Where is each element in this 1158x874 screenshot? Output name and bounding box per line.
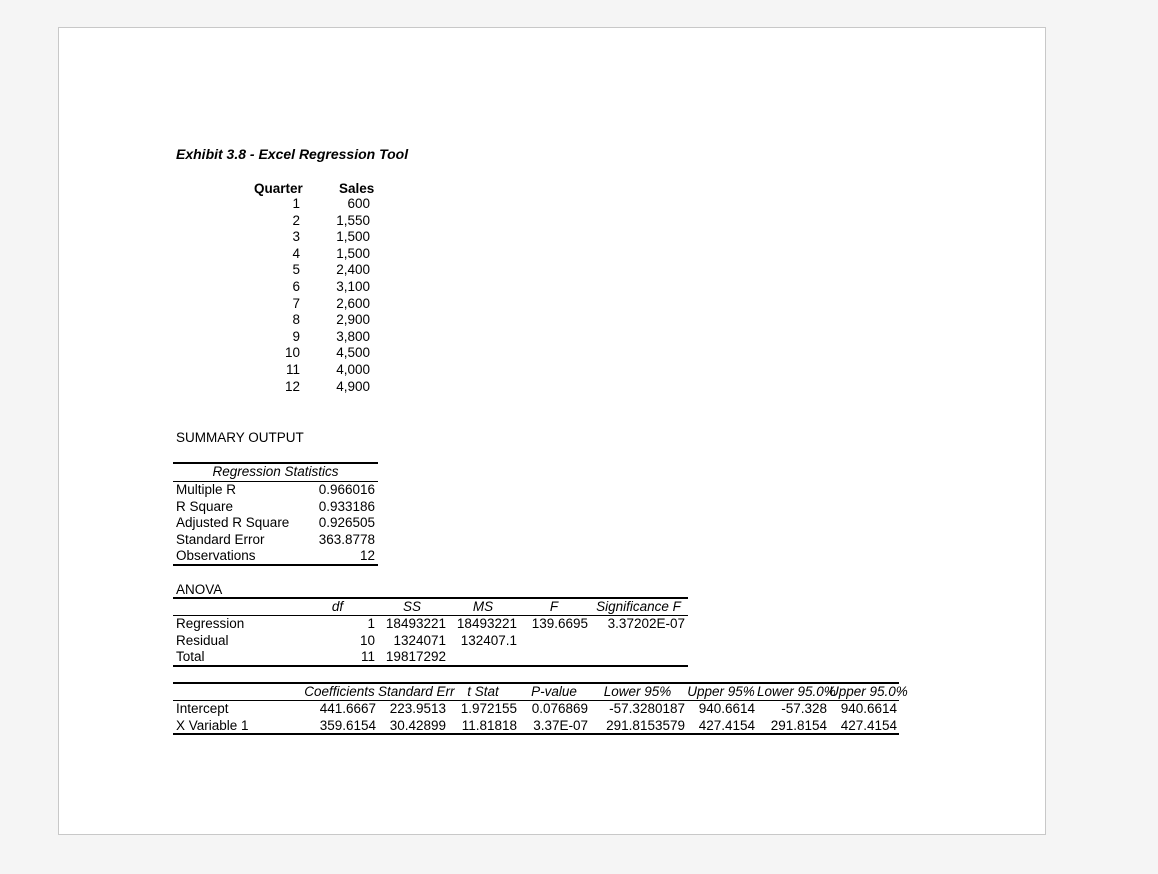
anova-bottom-rule xyxy=(173,665,688,667)
coef-column-upper xyxy=(687,701,755,734)
coef-cell-upper2: 427.4154 xyxy=(840,717,897,733)
anova-sig-cell: 3.37202E-07 xyxy=(607,616,685,631)
quarter-cell: 3 xyxy=(292,229,300,245)
quarter-cell: 4 xyxy=(292,245,300,261)
anova-ms-header: MS xyxy=(472,599,494,614)
quarter-cell: 12 xyxy=(284,378,300,394)
sales-cell: 3,100 xyxy=(336,278,370,294)
coef-cell-t: 11.81818 xyxy=(461,717,517,733)
anova-row-label: Total xyxy=(176,649,205,665)
coef-cell-coef: 359.6154 xyxy=(319,717,376,733)
stat-value: 12 xyxy=(359,548,375,564)
sales-cell: 600 xyxy=(347,196,370,211)
coef-cell-upper: 427.4154 xyxy=(698,717,755,733)
anova-df-column xyxy=(300,616,375,666)
stats-values xyxy=(300,482,375,565)
quarter-cell: 5 xyxy=(292,262,300,278)
coef-cell-upper2: 940.6614 xyxy=(840,701,897,716)
anova-ss-cell: 1324071 xyxy=(393,632,446,648)
coef-cell-coef: 441.6667 xyxy=(319,701,376,716)
anova-ms-cell: 18493221 xyxy=(456,616,517,631)
sales-cell: 3,800 xyxy=(336,328,370,344)
quarter-cell: 1 xyxy=(292,196,300,211)
coef-header-p: P-value xyxy=(531,684,577,699)
sales-cell: 4,500 xyxy=(336,345,370,361)
quarter-cell: 9 xyxy=(292,328,300,344)
sales-cell: 1,500 xyxy=(336,245,370,261)
coef-column-lower xyxy=(590,701,685,734)
quarter-cell: 10 xyxy=(284,345,300,361)
sales-header: Sales xyxy=(339,181,375,196)
coef-header-upper: Upper 95% xyxy=(687,684,755,699)
quarter-header: Quarter xyxy=(254,181,303,196)
anova-df-cell: 10 xyxy=(359,632,375,648)
coef-cell-t: 1.972155 xyxy=(460,701,517,716)
stat-label: R Square xyxy=(176,498,234,514)
anova-f-header: F xyxy=(549,599,559,614)
coef-cell-lower: -57.3280187 xyxy=(609,701,685,716)
coef-header-upper2: Upper 95.0% xyxy=(829,684,908,699)
coef-cell-p: 3.37E-07 xyxy=(533,717,588,733)
sales-cell: 2,400 xyxy=(336,262,370,278)
stat-label: Adjusted R Square xyxy=(176,515,290,531)
coef-row-labels xyxy=(176,701,296,734)
stat-label: Observations xyxy=(176,548,256,564)
coef-header-lower2: Lower 95.0% xyxy=(757,684,836,699)
quarter-cell: 8 xyxy=(292,312,300,328)
regression-statistics-header: Regression Statistics xyxy=(212,464,339,479)
coef-column-lower2 xyxy=(757,701,827,734)
summary-output-label: SUMMARY OUTPUT xyxy=(176,430,304,445)
coef-cell-se: 223.9513 xyxy=(389,701,446,716)
sales-column xyxy=(320,196,370,395)
anova-f-cell xyxy=(520,633,588,650)
anova-label: ANOVA xyxy=(176,582,223,597)
stat-value: 0.926505 xyxy=(318,515,375,531)
anova-row-label: Regression xyxy=(176,616,245,631)
anova-f-cell xyxy=(520,649,588,666)
anova-ms-cell xyxy=(449,649,517,666)
anova-ss-header: SS xyxy=(402,599,421,614)
stat-value: 363.8778 xyxy=(318,531,375,547)
coef-column-se xyxy=(378,701,446,734)
coef-header-coef: Coefficients xyxy=(304,684,375,699)
anova-sig-column xyxy=(590,616,685,666)
anova-f-column xyxy=(520,616,588,666)
coef-column-coef xyxy=(303,701,376,734)
anova-f-cell: 139.6695 xyxy=(531,616,588,631)
coef-row-label: Intercept xyxy=(176,701,229,716)
anova-ms-cell: 132407.1 xyxy=(460,632,517,648)
quarter-cell: 11 xyxy=(285,361,300,377)
coef-row-label: X Variable 1 xyxy=(176,717,249,733)
anova-sig-cell xyxy=(590,633,685,650)
exhibit-title: Exhibit 3.8 - Excel Regression Tool xyxy=(176,146,409,162)
quarter-cell: 6 xyxy=(292,278,300,294)
coef-column-p xyxy=(520,701,588,734)
coef-header-lower: Lower 95% xyxy=(603,684,672,699)
coef-cell-p: 0.076869 xyxy=(531,701,588,716)
anova-ss-column xyxy=(378,616,446,666)
coef-cell-se: 30.42899 xyxy=(389,717,446,733)
anova-row-label: Residual xyxy=(176,632,229,648)
sales-cell: 2,900 xyxy=(336,312,370,328)
anova-df-cell: 11 xyxy=(360,649,375,665)
coef-header-t: t Stat xyxy=(467,684,499,699)
coef-cell-lower2: -57.328 xyxy=(781,701,827,716)
anova-df-cell: 1 xyxy=(367,616,375,631)
stats-labels xyxy=(176,482,306,565)
quarter-cell: 7 xyxy=(292,295,300,311)
anova-ms-column xyxy=(449,616,517,666)
anova-row-labels xyxy=(176,616,296,666)
anova-ss-cell: 19817292 xyxy=(385,649,446,665)
stat-value: 0.933186 xyxy=(318,498,375,514)
sales-cell: 4,000 xyxy=(336,361,370,377)
quarter-column xyxy=(250,196,300,395)
stat-value: 0.966016 xyxy=(318,482,375,497)
coef-column-upper2 xyxy=(829,701,897,734)
anova-sig-cell xyxy=(590,649,685,666)
stat-label: Standard Error xyxy=(176,531,265,547)
anova-ss-cell: 18493221 xyxy=(385,616,446,631)
sales-cell: 1,550 xyxy=(336,212,370,228)
coef-cell-upper: 940.6614 xyxy=(698,701,755,716)
coef-cell-lower: 291.8153579 xyxy=(606,717,685,733)
quarter-cell: 2 xyxy=(292,212,300,228)
anova-df-header: df xyxy=(331,599,344,614)
anova-significance-header: Significance F xyxy=(596,599,681,614)
coef-column-t xyxy=(449,701,517,734)
stat-label: Multiple R xyxy=(176,482,237,497)
sales-cell: 2,600 xyxy=(336,295,370,311)
sales-cell: 1,500 xyxy=(336,229,370,245)
coef-cell-lower2: 291.8154 xyxy=(770,717,827,733)
stats-bottom-rule xyxy=(173,564,378,566)
coef-bottom-rule xyxy=(173,733,899,735)
sales-cell: 4,900 xyxy=(336,378,370,394)
coef-header-se: Standard Err xyxy=(378,684,455,699)
